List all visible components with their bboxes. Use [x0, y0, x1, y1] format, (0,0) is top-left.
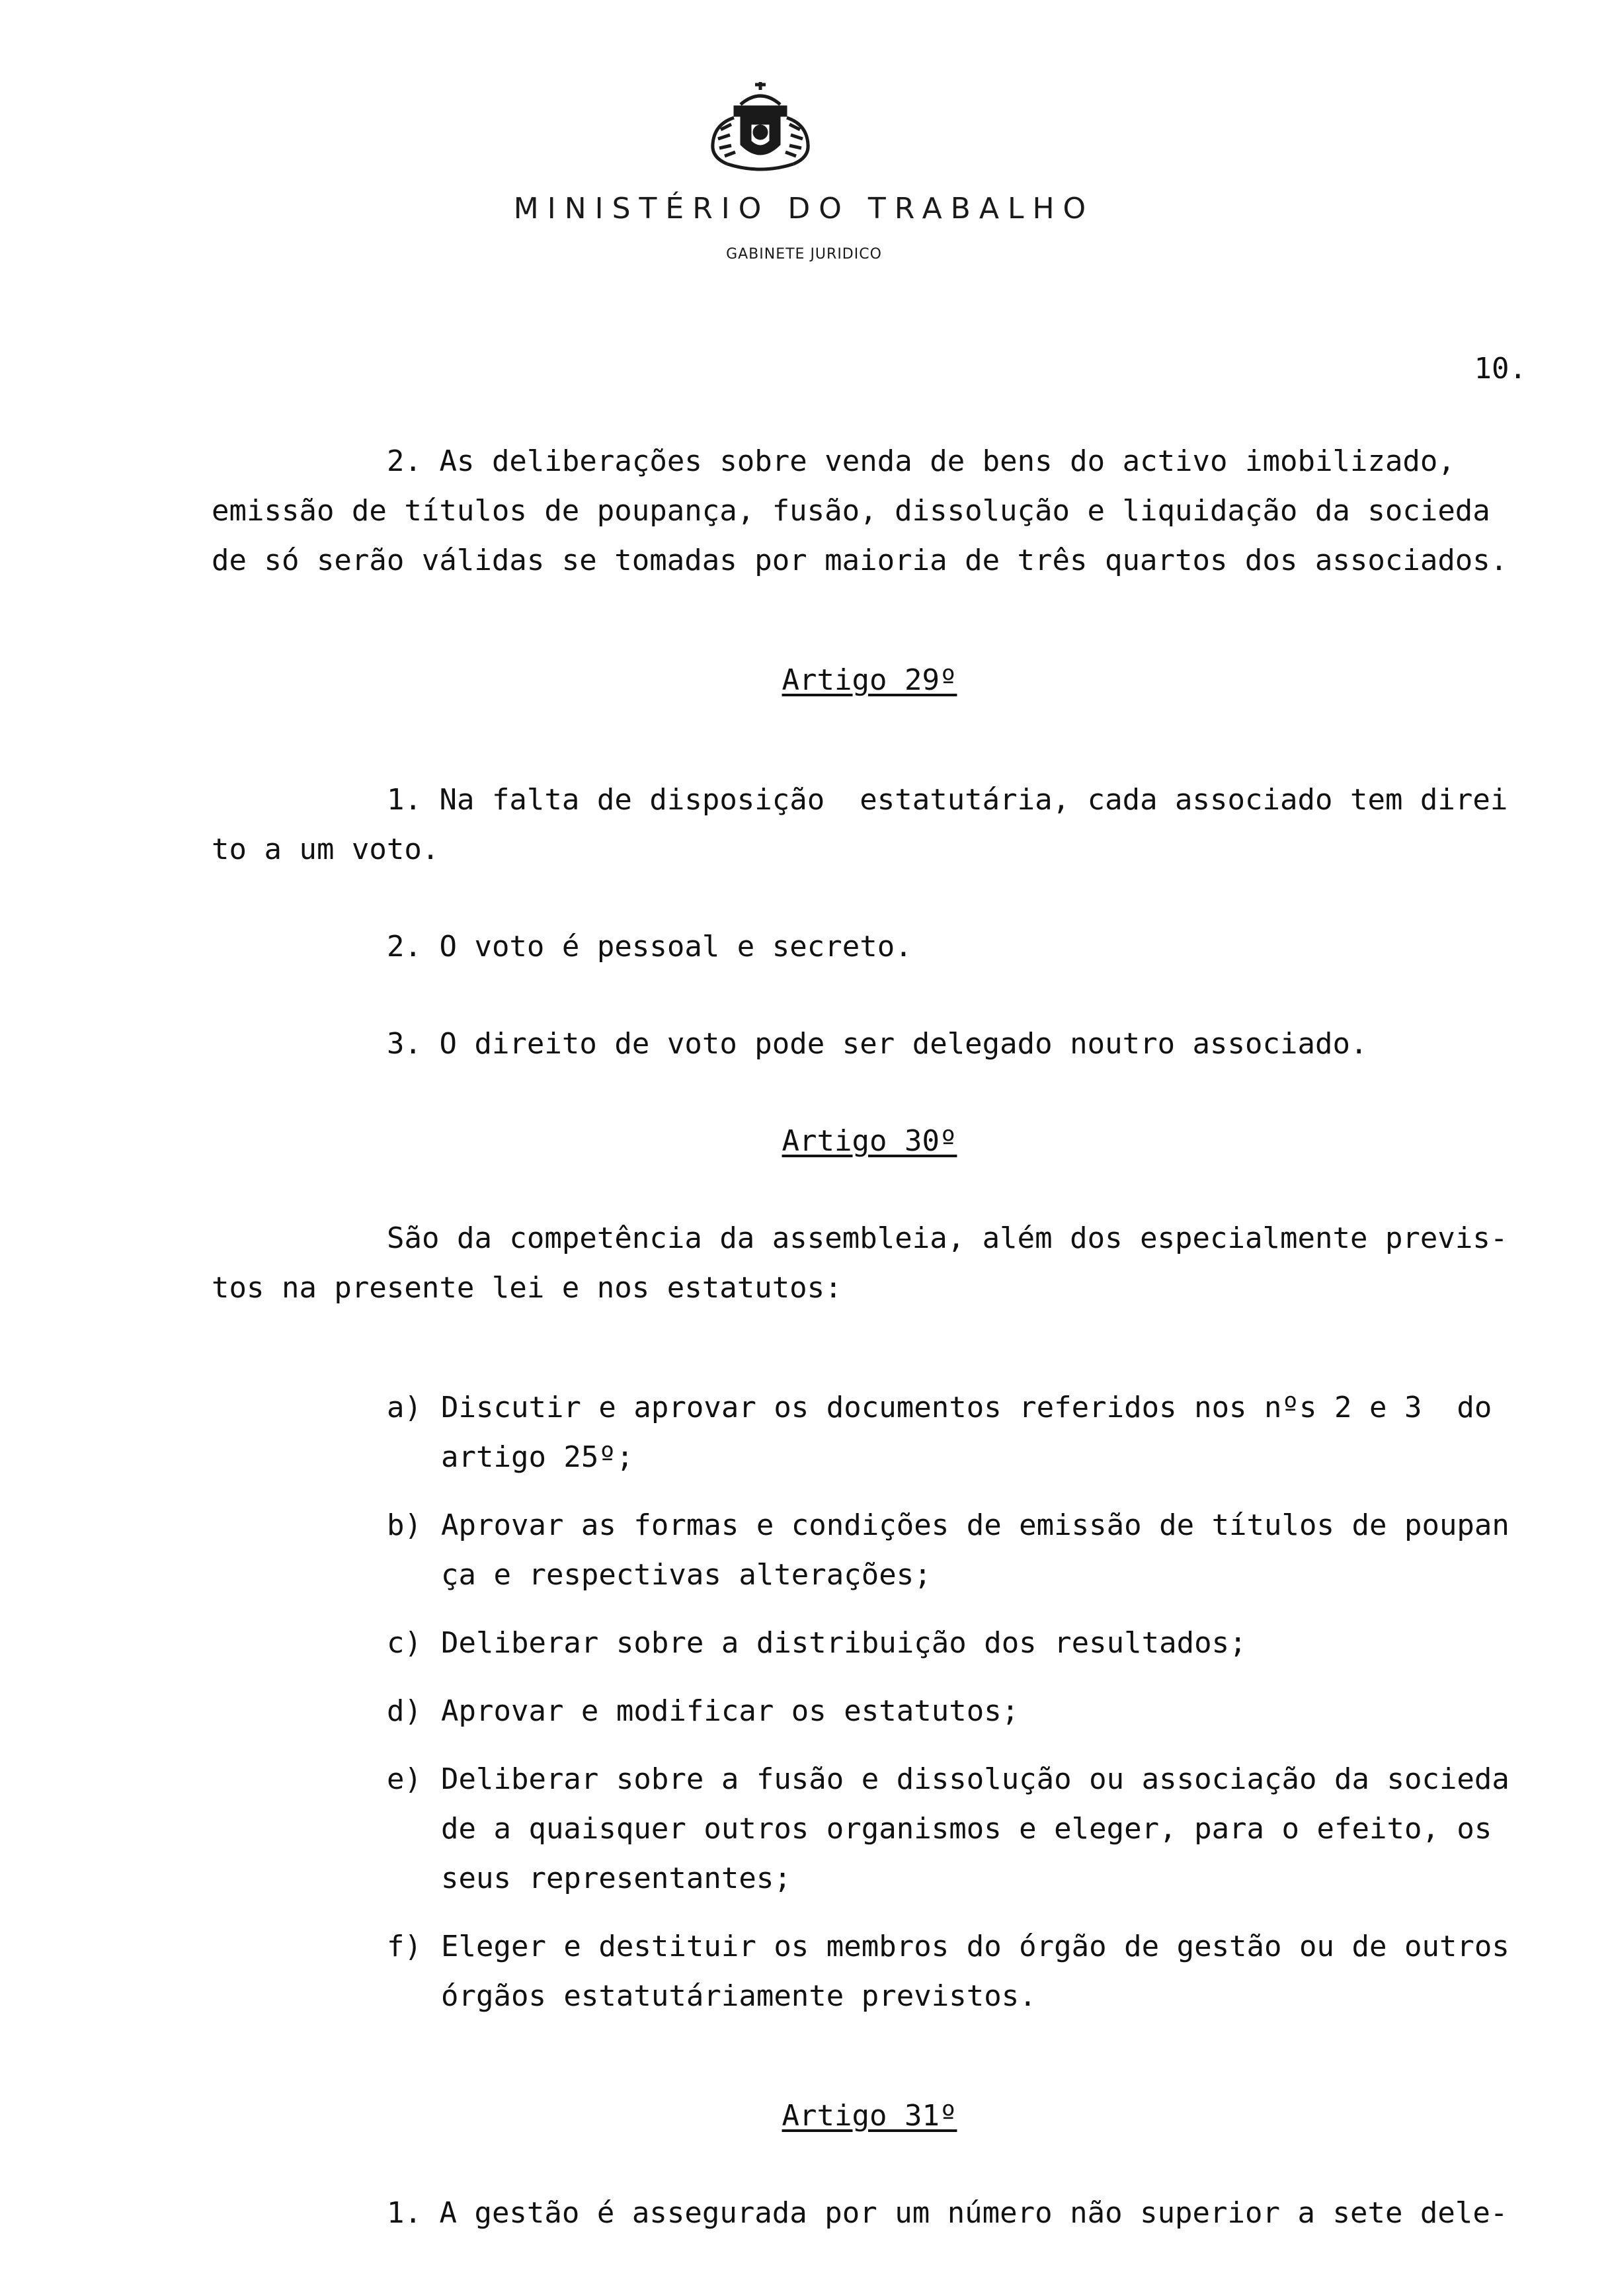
page-number: 10. [1474, 352, 1527, 386]
list-item-letter: e) [387, 1762, 422, 1796]
paragraph-line: de só serão válidas se tomadas por maioria de três quartos dos associados. [212, 544, 1508, 577]
list-item-line: artigo 25º; [441, 1440, 634, 1474]
article-29-paragraph-3: 3. O direito de voto pode ser delegado noutro associado. [387, 1027, 1368, 1061]
article-29-heading: Artigo 29º [782, 663, 957, 697]
list-item-letter: d) [387, 1694, 422, 1728]
paragraph-line: 1. Na falta de disposição estatutária, cada associado tem direi [387, 783, 1508, 817]
list-item-line: Discutir e aprovar os documentos referidos nos nºs 2 e 3 do [441, 1391, 1492, 1424]
coat-of-arms-icon [694, 78, 826, 177]
list-item-letter: a) [387, 1391, 422, 1424]
list-item-b [212, 1500, 1527, 1600]
article-29-paragraph-1 [212, 775, 1527, 874]
list-item-line: ça e respectivas alterações; [441, 1558, 932, 1592]
department-name: GABINETE JURIDICO [726, 246, 882, 263]
list-item-line: Aprovar e modificar os estatutos; [441, 1694, 1020, 1728]
paragraph-line: tos na presente lei e nos estatutos: [212, 1271, 842, 1305]
list-item-line: Aprovar as formas e condições de emissão de títulos de poupan [441, 1508, 1509, 1542]
list-item-letter: c) [387, 1626, 422, 1660]
list-item-line: Deliberar sobre a distribuição dos resultados; [441, 1626, 1247, 1660]
article-30-intro [212, 1213, 1527, 1313]
list-item-e [212, 1754, 1527, 1903]
paragraph-line: São da competência da assembleia, além dos especialmente previs- [387, 1221, 1508, 1255]
article-29-paragraph-2: 2. O voto é pessoal e secreto. [387, 930, 912, 964]
list-item-letter: f) [387, 1930, 422, 1963]
list-item-c [212, 1618, 1527, 1668]
paragraph-2-deliberations [212, 436, 1527, 585]
paragraph-line: 2. As deliberações sobre venda de bens do activo imobilizado, [387, 444, 1455, 478]
list-item-line: de a quaisquer outros organismos e eleger, para o efeito, os [441, 1812, 1492, 1846]
list-item-d [212, 1686, 1527, 1736]
article-31-paragraph-1: 1. A gestão é assegurada por um número não superior a sete dele- [387, 2196, 1508, 2230]
article-30-heading: Artigo 30º [782, 1124, 957, 1158]
list-item-line: Deliberar sobre a fusão e dissolução ou associação da socieda [441, 1762, 1509, 1796]
list-item-letter: b) [387, 1508, 422, 1542]
article-30-list [212, 1383, 1527, 2021]
list-item-a [212, 1383, 1527, 1482]
paragraph-line: to a um voto. [212, 833, 440, 866]
list-item-line: seus representantes; [441, 1862, 791, 1895]
list-item-line: órgãos estatutáriamente previstos. [441, 1979, 1037, 2013]
list-item-line: Eleger e destituir os membros do órgão de gestão ou de outros [441, 1930, 1509, 1963]
paragraph-line: emissão de títulos de poupança, fusão, dissolução e liquidação da socieda [212, 494, 1490, 528]
list-item-f [212, 1922, 1527, 2021]
ministry-name: MINISTÉRIO DO TRABALHO [513, 192, 1095, 226]
article-31-heading: Artigo 31º [782, 2099, 957, 2133]
document-body [212, 436, 1527, 2238]
